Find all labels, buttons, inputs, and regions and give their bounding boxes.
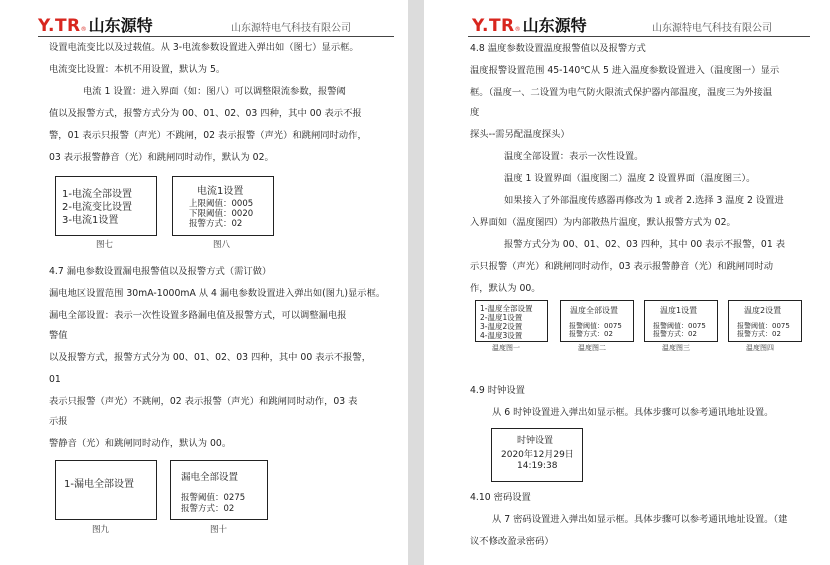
clock-date: 2020年12月29日 — [501, 450, 574, 460]
temperature-figure-3-display — [644, 300, 718, 342]
paragraph-line: 以及报警方式，报警方式分为 00、01、02、03 四种，其中 00 表示不报警， — [49, 352, 371, 363]
paragraph-line: 从 7 密码设置进入弹出如显示框。具体步骤可以参考通讯地址设置。（建 — [492, 514, 788, 525]
paragraph-line: 警静音（光）和跳闸同时动作，默认为 00。 — [49, 438, 232, 449]
menu-line: 3-温度2设置 — [480, 322, 523, 331]
display-line: 报警阈值：0075 — [569, 322, 622, 330]
figure-8-caption: 图八 — [213, 240, 231, 250]
display-line: 报警方式：02 — [189, 219, 243, 229]
paragraph-line: 报警方式分为 00、01、02、03 四种，其中 00 表示不报警，01 表 — [504, 239, 785, 250]
menu-line: 3-电流1设置 — [62, 215, 119, 226]
temperature-figure-1-display — [475, 300, 548, 342]
logo-chinese: 山东源特 — [88, 16, 153, 35]
ytr-logo — [472, 13, 587, 36]
paragraph-line: 漏电全部设置：表示一次性设置多路漏电值及报警方式，可以调整漏电报 — [49, 310, 347, 321]
paragraph-line: 设置电流变比以及过载值。从 3-电流参数设置进入弹出如（图七）显示框。 — [49, 42, 359, 53]
paragraph-line: 探头--需另配温度探头） — [470, 129, 570, 140]
paragraph-line: 电流变比设置：本机不用设置，默认为 5。 — [49, 64, 226, 75]
clock-settings-display — [491, 428, 583, 482]
paragraph-line: 电流 1 设置：进入界面（如：图八）可以调整限流参数，报警阈 — [83, 86, 346, 97]
temperature-figure-4-display — [728, 300, 802, 342]
paragraph-line: 示报 — [49, 416, 68, 427]
paragraph-line: 警值 — [49, 330, 68, 341]
display-line: 报警方式：02 — [181, 504, 235, 514]
display-line: 上限阈值：0005 — [189, 199, 254, 209]
display-line: 下限阈值：0020 — [189, 209, 254, 219]
display-line: 报警方式：02 — [653, 330, 697, 338]
document-page-right — [424, 0, 830, 565]
figure-9-caption: 图九 — [92, 525, 110, 535]
section-heading: 4.8 温度参数设置温度报警值以及报警方式 — [470, 43, 646, 54]
temperature-figure-2-display — [560, 300, 634, 342]
paragraph-line: 01 — [49, 374, 61, 385]
display-line: 报警阈值：0275 — [181, 493, 246, 503]
display-line: 报警方式：02 — [737, 330, 781, 338]
company-name: 山东源特电气科技有限公司 — [231, 23, 351, 34]
figure-9-display — [55, 460, 157, 520]
paragraph-line: 框。（温度一、二设置为电气防火限流式保护器内部温度，温度三为外接温 — [470, 87, 773, 98]
menu-line: 1-温度全部设置 — [480, 304, 533, 313]
paragraph-line: 如果接入了外部温度传感器再修改为 1 或者 2.选择 3 温度 2 设置进 — [504, 195, 784, 206]
paragraph-line: 值以及报警方式，报警方式分为 00、01、02、03 四种，其中 00 表示不报 — [49, 108, 362, 119]
figure-10-display — [170, 460, 268, 520]
logo-chinese: 山东源特 — [522, 16, 587, 35]
paragraph-line: 表示只报警（声光）不跳闸，02 表示报警（声光）和跳闸同时动作，03 表 — [49, 396, 358, 407]
display-line: 报警阈值：0075 — [737, 322, 790, 330]
figure-8-display — [172, 176, 274, 236]
display-title: 温度2设置 — [744, 306, 782, 315]
page-gutter — [408, 0, 424, 565]
paragraph-line: 从 6 时钟设置进入弹出如显示框。具体步骤可以参考通讯地址设置。 — [492, 407, 774, 418]
ytr-logo — [38, 13, 153, 36]
display-title: 温度全部设置 — [570, 306, 618, 315]
paragraph-line: 温度全部设置：表示一次性设置。 — [504, 151, 644, 162]
paragraph-line: 漏电地区设置范围 30mA-1000mA 从 4 漏电参数设置进入弹出如(图九)显示框。 — [49, 288, 386, 299]
paragraph-line: 温度报警设置范围 45-140℃从 5 进入温度参数设置进入（温度图一）显示 — [470, 65, 780, 76]
menu-line: 1-漏电全部设置 — [64, 479, 134, 490]
paragraph-line: 作，默认为 00。 — [470, 283, 541, 294]
paragraph-line: 警，01 表示只报警（声光）不跳闸，02 表示报警（声光）和跳闸同时动作， — [49, 130, 367, 141]
menu-line: 4-温度3设置 — [480, 331, 523, 340]
paragraph-line: 03 表示报警静音（光）和跳闸同时动作，默认为 02。 — [49, 152, 274, 163]
figure-7-display — [55, 176, 157, 236]
figure-7-caption: 图七 — [96, 240, 114, 250]
display-line: 报警方式：02 — [569, 330, 613, 338]
company-name: 山东源特电气科技有限公司 — [652, 23, 772, 34]
clock-time: 14:19:38 — [517, 461, 558, 471]
figure-10-caption: 图十 — [210, 525, 228, 535]
document-page-left — [0, 0, 408, 565]
paragraph-line: 示只报警（声光）和跳闸同时动作，03 表示报警静音（光）和跳闸同时动 — [470, 261, 773, 272]
menu-line: 1-电流全部设置 — [62, 189, 132, 200]
display-title: 时钟设置 — [517, 436, 554, 446]
logo-latin: Y.TR — [38, 16, 81, 36]
logo-latin: Y.TR — [472, 16, 515, 36]
logo-registered: ® — [80, 26, 87, 33]
temperature-figure-1-caption: 温度图一 — [492, 344, 520, 352]
paragraph-line: 入界面如（温度图四）为内部散热片温度，默认报警方式为 02。 — [470, 217, 736, 228]
paragraph-line: 温度 1 设置界面（温度图二）温度 2 设置界面（温度图三）。 — [504, 173, 756, 184]
header-divider — [468, 36, 810, 37]
paragraph-line: 度 — [470, 107, 480, 118]
section-heading: 4.7 漏电参数设置漏电报警值以及报警方式（需订做） — [49, 266, 272, 277]
menu-line: 2-电流变比设置 — [62, 202, 132, 213]
logo-registered: ® — [514, 26, 521, 33]
paragraph-line: 议不修改盈录密码） — [470, 536, 554, 547]
display-title: 温度1设置 — [660, 306, 698, 315]
section-heading: 4.9 时钟设置 — [470, 385, 525, 396]
menu-line: 2-温度1设置 — [480, 313, 523, 322]
display-title: 漏电全部设置 — [181, 472, 239, 483]
temperature-figure-3-caption: 温度图三 — [662, 344, 690, 352]
section-heading: 4.10 密码设置 — [470, 492, 531, 503]
display-line: 报警阈值：0075 — [653, 322, 706, 330]
temperature-figure-4-caption: 温度图四 — [746, 344, 774, 352]
temperature-figure-2-caption: 温度图二 — [578, 344, 606, 352]
display-title: 电流1设置 — [197, 186, 244, 197]
header-divider — [38, 36, 394, 37]
